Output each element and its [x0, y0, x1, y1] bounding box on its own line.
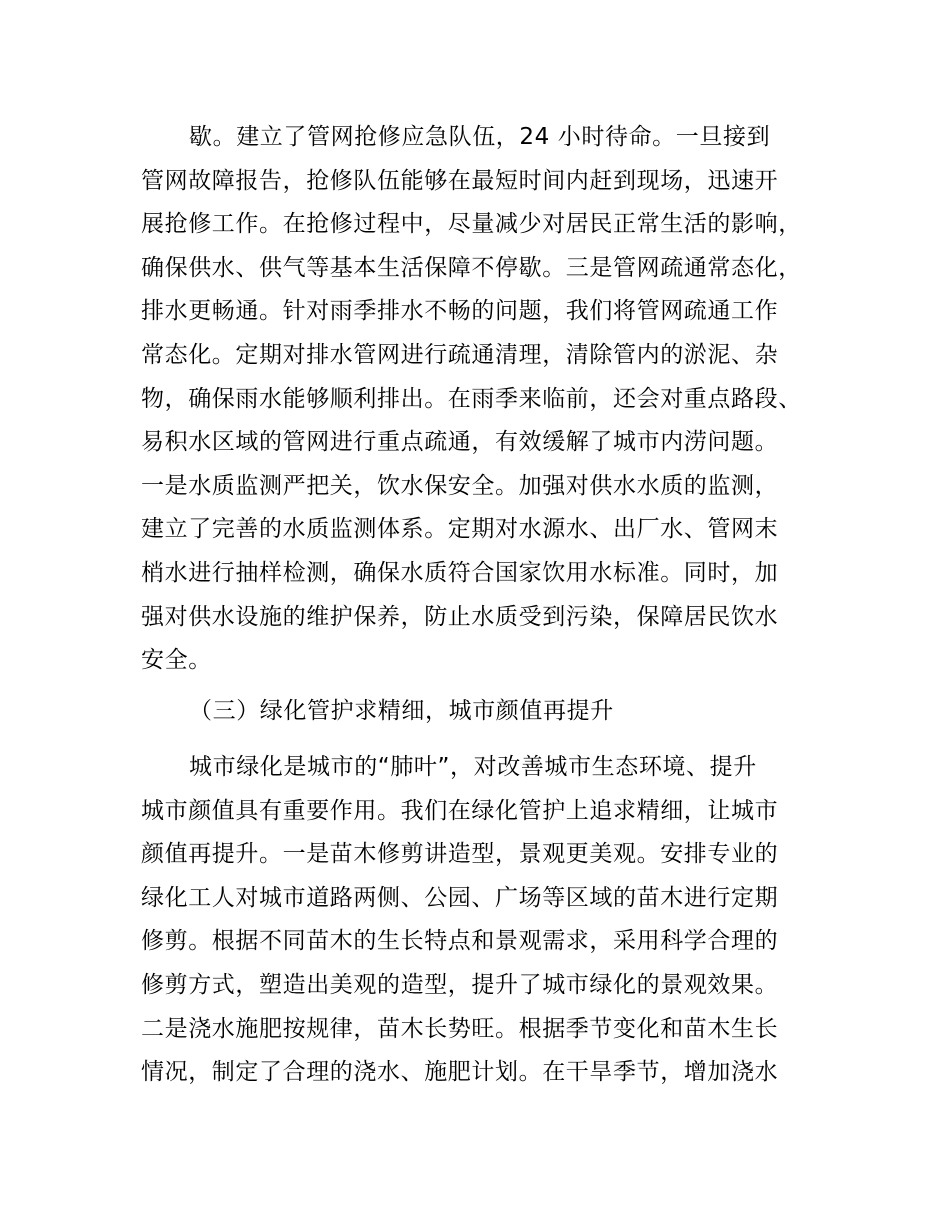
text-line: 强对供水设施的维护保养，防止水质受到污染，保障居民饮水 — [141, 603, 779, 630]
text-line: 建立了完善的水质监测体系。定期对水源水、出厂水、管网末 — [141, 516, 779, 543]
section-heading — [141, 690, 831, 734]
text-line: 城市绿化是城市的“肺叶”，对改善城市生态环境、提升 — [189, 754, 757, 780]
text-line: 确保供水、供气等基本生活保障不停歇。三是管网疏通常态化， — [141, 254, 802, 281]
text-line: 颜值再提升。一是苗木修剪讲造型，景观更美观。安排专业的 — [141, 841, 779, 868]
text-line: 安全。 — [141, 647, 212, 674]
text-line: 排水更畅通。针对雨季排水不畅的问题，我们将管网疏通工作 — [141, 298, 779, 325]
text-line: 展抢修工作。在抢修过程中，尽量减少对居民正常生活的影响， — [141, 211, 802, 238]
text-line: 修剪方式，塑造出美观的造型，提升了城市绿化的景观效果。 — [141, 971, 779, 998]
text-line: 梢水进行抽样检测，确保水质符合国家饮用水标准。同时，加 — [141, 559, 779, 586]
section-heading-text: （三）绿化管护求精细，城市颜值再提升 — [189, 698, 614, 724]
text-line: 修剪。根据不同苗木的生长特点和景观需求，采用科学合理的 — [141, 928, 779, 955]
text-line: 常态化。定期对排水管网进行疏通清理，清除管内的淤泥、杂 — [141, 341, 779, 368]
text-line: 物，确保雨水能够顺利排出。在雨季来临前，还会对重点路段、 — [141, 385, 802, 412]
text-line: 管网故障报告，抢修队伍能够在最短时间内赶到现场，迅速开 — [141, 167, 779, 194]
text-line: 一是水质监测严把关，饮水保安全。加强对供水水质的监测， — [141, 472, 779, 499]
text-line: 歇。建立了管网抢修应急队伍，24 小时待命。一旦接到 — [189, 124, 771, 150]
paragraph-pipe-network-water-quality — [141, 116, 831, 683]
paragraph-greening-maintenance — [141, 746, 831, 1095]
text-line: 二是浇水施肥按规律，苗木长势旺。根据季节变化和苗木生长 — [141, 1015, 779, 1042]
text-line: 城市颜值具有重要作用。我们在绿化管护上追求精细，让城市 — [141, 797, 779, 824]
text-line: 情况，制定了合理的浇水、施肥计划。在干旱季节，增加浇水 — [141, 1059, 779, 1086]
text-line: 绿化工人对城市道路两侧、公园、广场等区域的苗木进行定期 — [141, 884, 779, 911]
text-line: 易积水区域的管网进行重点疏通，有效缓解了城市内涝问题。 — [141, 429, 779, 456]
